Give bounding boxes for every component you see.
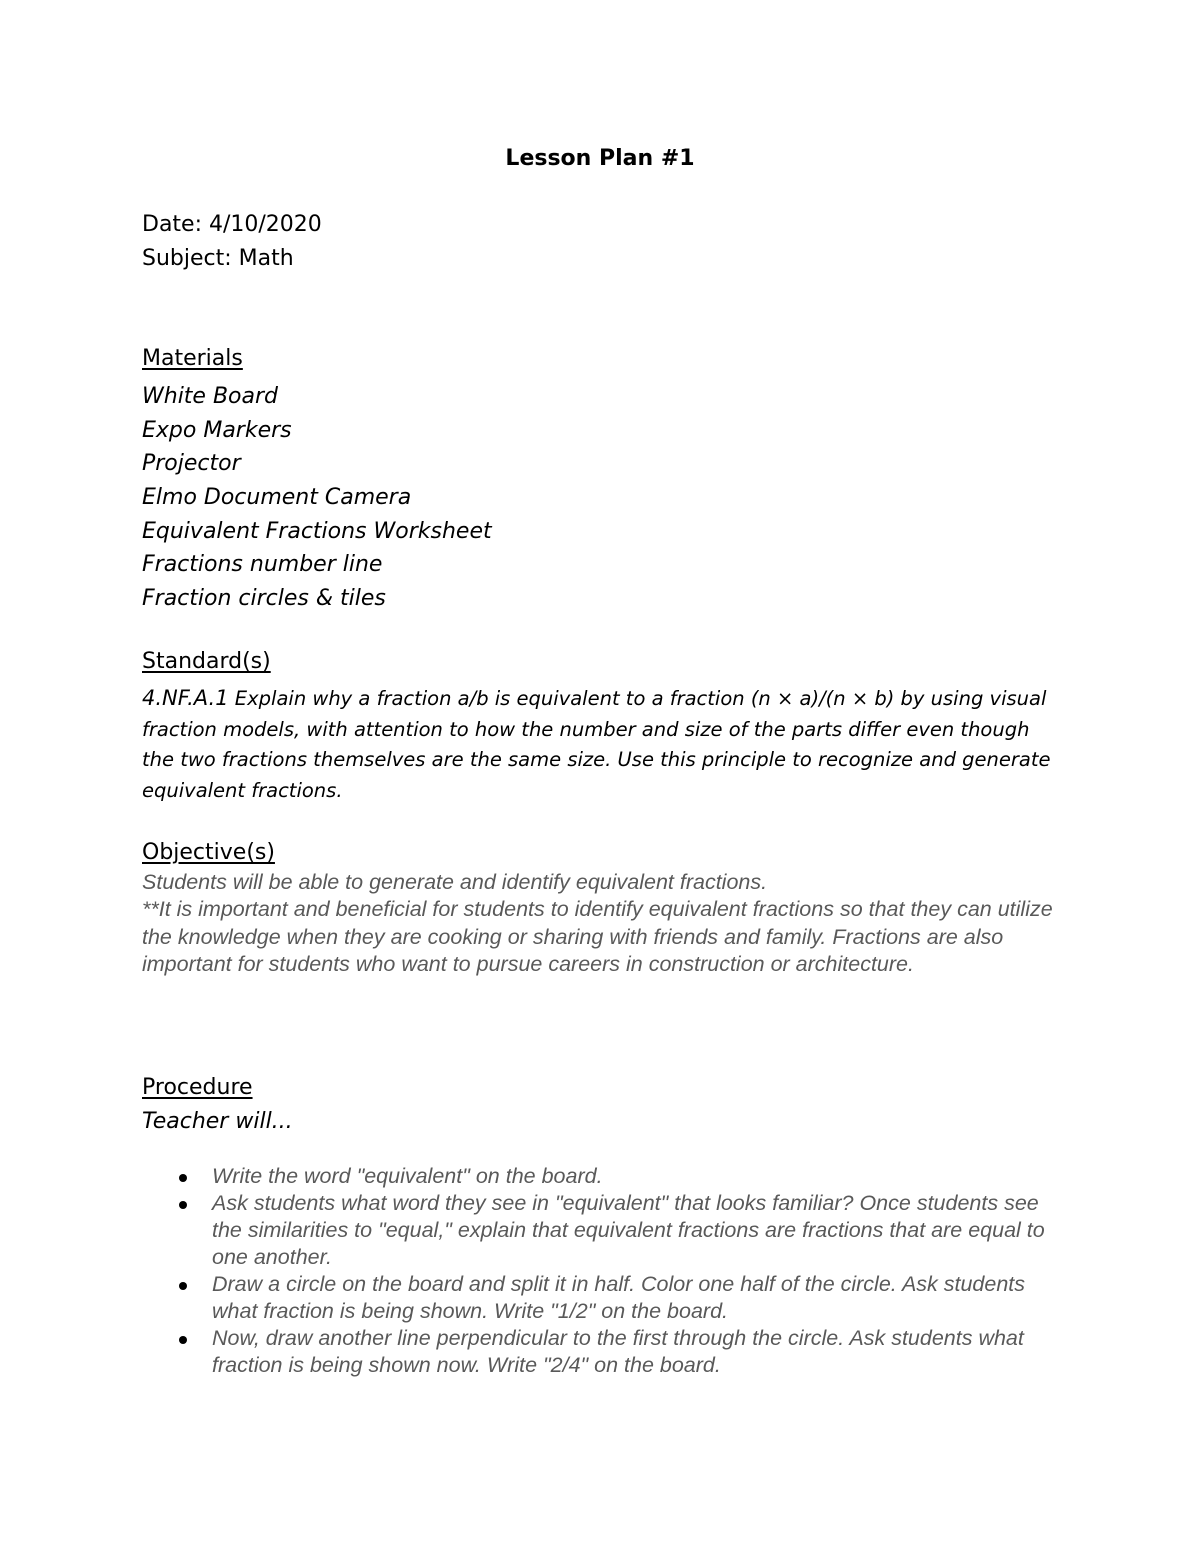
- objectives-heading: Objective(s): [142, 840, 275, 865]
- procedure-steps: [142, 1163, 1072, 1379]
- objective-statement: Students will be able to generate and identify equivalent fractions.: [142, 870, 768, 894]
- objective-rationale: **It is important and beneficial for students to identify equivalent fractions so that they can utilize the knowledge when they are cooking or sharing with friends and family. Fractions are also important for students who want to pursue careers in construction or architecture.: [142, 897, 1053, 976]
- material-item: Elmo Document Camera: [142, 485, 412, 511]
- materials-list: [142, 380, 492, 616]
- material-item: Fraction circles & tiles: [142, 586, 386, 612]
- material-item: Equivalent Fractions Worksheet: [142, 518, 492, 544]
- procedure-step: [142, 1271, 1072, 1325]
- objectives-block: [142, 869, 1072, 978]
- lesson-date: Date: 4/10/2020: [142, 212, 322, 237]
- standards-heading: Standard(s): [142, 649, 271, 674]
- procedure-step-text: Ask students what word they see in "equivalent" that looks familiar? Once students see the similarities to "equal," explain that equivalent fractions are fractions that are equal to one another.: [212, 1191, 1045, 1269]
- procedure-step: [142, 1325, 1072, 1379]
- material-item: Fractions number line: [142, 552, 383, 578]
- materials-heading: Materials: [142, 346, 243, 371]
- page-title: Lesson Plan #1: [505, 146, 695, 171]
- material-item: Projector: [142, 451, 241, 477]
- standard-text-block: [142, 683, 1062, 806]
- teacher-will-label: Teacher will...: [142, 1109, 293, 1134]
- lesson-subject: Subject: Math: [142, 246, 294, 271]
- bullet-icon: [179, 1336, 187, 1344]
- procedure-step-text: Draw a circle on the board and split it in half. Color one half of the circle. Ask students what fraction is being shown. Write "1/2" on the board.: [212, 1272, 1026, 1323]
- procedure-heading: Procedure: [142, 1075, 253, 1100]
- standard-description: Explain why a fraction a/b is equivalent to a fraction (n × a)/(n × b) by using visual fraction models, with attention to how the number and size of the parts differ even though the two fractions themselves are the same size. Use this principle to recognize and generate equivalent fractions.: [142, 687, 1051, 802]
- bullet-icon: [179, 1174, 187, 1182]
- procedure-step-text: Now, draw another line perpendicular to the first through the circle. Ask students what fraction is being shown now. Write "2/4" on the board.: [212, 1326, 1024, 1377]
- procedure-step: [142, 1190, 1072, 1271]
- material-item: White Board: [142, 384, 279, 409]
- procedure-step: [142, 1163, 1072, 1190]
- bullet-icon: [179, 1282, 187, 1290]
- procedure-step-text: Write the word "equivalent" on the board.: [212, 1164, 603, 1188]
- material-item: Expo Markers: [142, 417, 292, 443]
- standard-code: 4.NF.A.1: [142, 686, 229, 710]
- bullet-icon: [179, 1201, 187, 1209]
